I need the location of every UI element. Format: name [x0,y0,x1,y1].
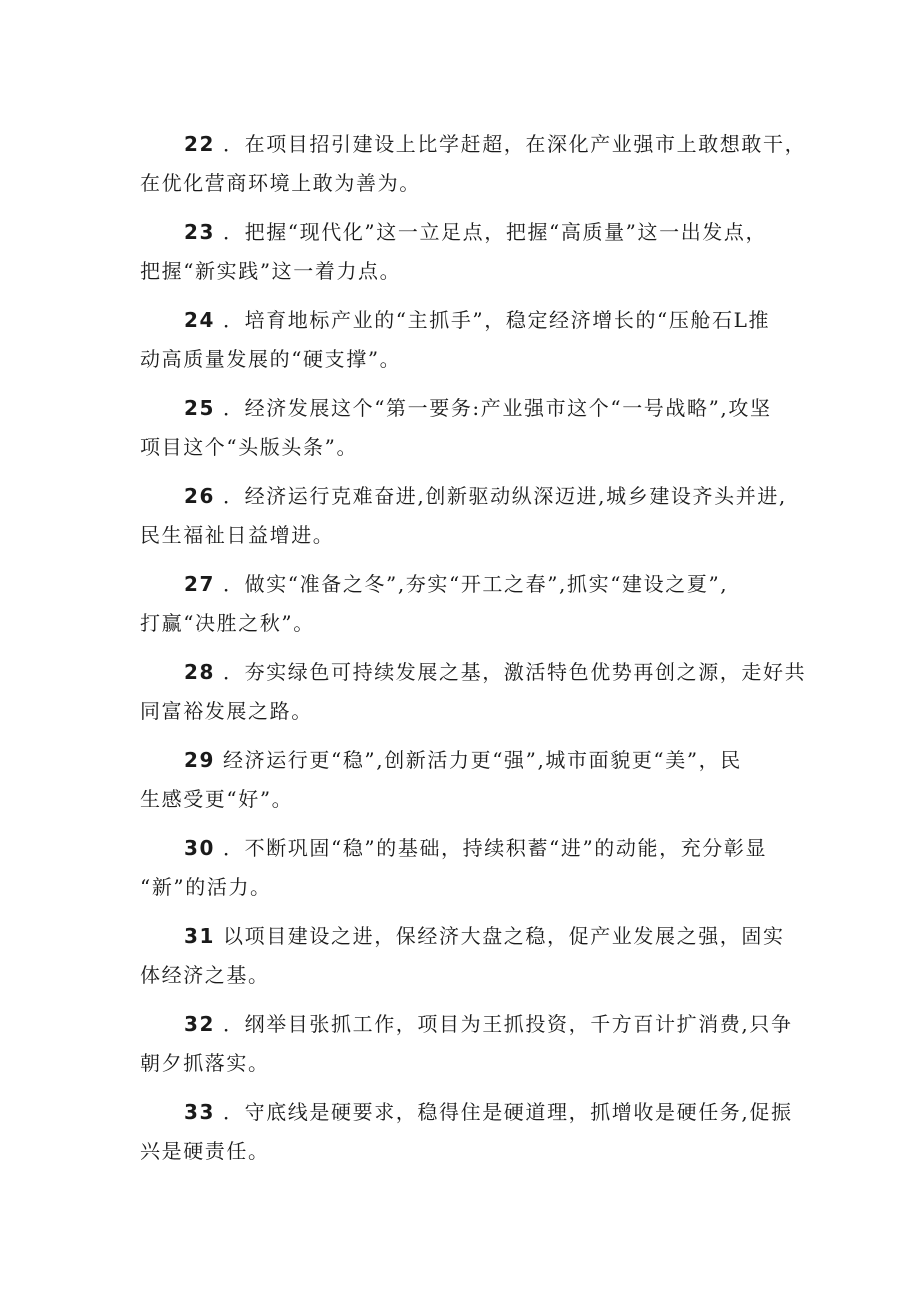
item-text: ．把握“现代化”这一立足点，把握“高质量”这一出发点， [215,220,768,244]
item-number: 23 [184,220,216,244]
list-item [140,741,800,819]
item-number: 27 [184,572,216,596]
item-first-line [140,213,800,252]
item-text: ．守底线是硬要求，稳得住是硬道理，抓增收是硬任务,促振 [215,1100,793,1124]
item-first-line [140,125,807,164]
item-text: ．经济发展这个“第一要务:产业强市这个“一号战略”,攻坚 [215,396,772,420]
list-item [140,1093,800,1171]
item-first-line [140,477,800,516]
item-text: ．不断巩固“稳”的基础，持续积蓄“进”的动能，充分彰显 [215,836,768,860]
item-continuation: 朝夕抓落实。 [140,1051,270,1075]
list-item [140,477,800,555]
list-item [140,125,807,203]
item-number: 25 [184,396,216,420]
item-number: 24 [184,308,216,332]
item-continuation: 生感受更“好”。 [140,787,294,811]
item-number: 33 [184,1100,216,1124]
item-first-line [140,1093,800,1132]
item-number: 26 [184,484,216,508]
list-item [140,565,800,643]
item-text: ．夯实绿色可持续发展之基，激活特色优势再创之源，走好共 [215,660,807,684]
item-continuation: 项目这个“头版头条”。 [140,435,359,459]
item-continuation: “新”的活力。 [140,875,272,899]
item-continuation: 兴是硬责任。 [140,1139,270,1163]
item-continuation: 把握“新实践”这一着力点。 [140,259,402,283]
list-item [140,389,800,467]
item-number: 22 [184,132,216,156]
item-continuation: 动高质量发展的“硬支撑”。 [140,347,402,371]
item-continuation: 体经济之基。 [140,963,270,987]
item-text: 经济运行更“稳”,创新活力更“强”,城市面貌更“美”，民 [215,748,742,772]
item-number: 28 [184,660,216,684]
list-item [140,653,807,731]
item-continuation: 在优化营商环境上敢为善为。 [140,171,421,195]
list-item [140,917,800,995]
item-first-line [140,301,800,340]
item-first-line [140,565,800,604]
item-first-line [140,829,800,868]
item-continuation: 民生福祉日益增进。 [140,523,335,547]
item-first-line [140,1005,800,1044]
item-first-line [140,917,800,956]
item-text: ．经济运行克难奋进,创新驱动纵深迈进,城乡建设齐头并进, [215,484,787,508]
item-number: 31 [184,924,216,948]
item-text: ．培育地标产业的“主抓手”，稳定经济增长的“压舱石L推 [215,308,771,332]
item-text: ．做实“准备之冬”,夯实“开工之春”,抓实“建设之夏”, [215,572,729,596]
item-first-line [140,741,800,780]
list-item [140,1005,800,1083]
item-number: 29 [184,748,216,772]
list-item [140,213,800,291]
item-number: 32 [184,1012,216,1036]
item-text: ．在项目招引建设上比学赶超，在深化产业强市上敢想敢干， [215,132,807,156]
item-number: 30 [184,836,216,860]
item-continuation: 打赢“决胜之秋”。 [140,611,315,635]
item-continuation: 同富裕发展之路。 [140,699,313,723]
list-item [140,301,800,379]
list-item [140,829,800,907]
item-first-line [140,653,807,692]
item-text: 以项目建设之进，保经济大盘之稳，促产业发展之强，固实 [215,924,785,948]
item-text: ．纲举目张抓工作，项目为王抓投资，千方百计扩消费,只争 [215,1012,793,1036]
item-first-line [140,389,800,428]
